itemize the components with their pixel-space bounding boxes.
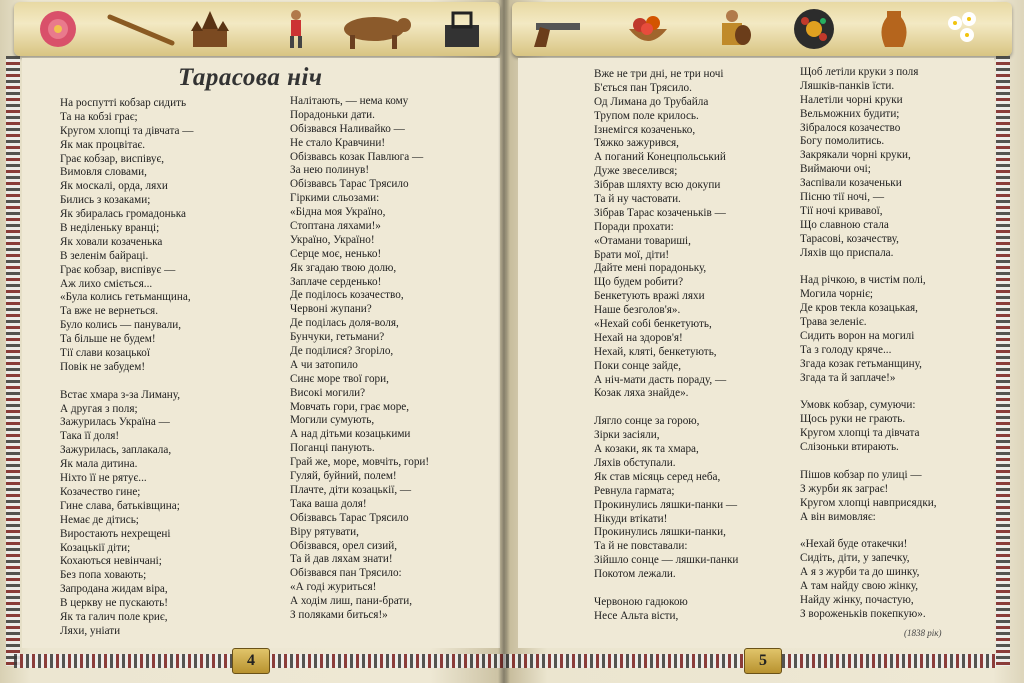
- poem-line: Де кров текла козацькая,: [800, 302, 918, 315]
- poem-line: Лягло сонце за горою,: [594, 415, 700, 428]
- poem-line: Гуляй, буйний, полем!: [290, 470, 397, 483]
- poem-line: Де поділось козачество,: [290, 289, 404, 302]
- poem-title: Тарасова ніч: [178, 64, 323, 91]
- poem-line: Заспівали козаченьки: [800, 177, 902, 190]
- poem-line: Віру рятувати,: [290, 525, 359, 538]
- poem-line: Бенкетують вражі ляхи: [594, 290, 705, 303]
- poem-line: Тії слави козацької: [60, 347, 150, 360]
- poem-line: Наше безголов'я».: [594, 304, 681, 317]
- poem-line: Обізвавсь козак Павлюга —: [290, 150, 424, 163]
- poem-line: Налітають, — нема кому: [290, 95, 409, 107]
- poem-line: На роспутті кобзар сидить: [60, 97, 187, 109]
- poem-line: «Була колись гетьманщина,: [60, 291, 191, 304]
- poem-line: А поганий Конецпольський: [594, 151, 726, 164]
- poem-line: Червоні жупани?: [290, 303, 372, 316]
- poem-line: Згада козак гетьманщину,: [800, 357, 922, 370]
- poem-line: Аж лихо сміється...: [60, 277, 153, 290]
- poem-line: Стоптана ляхами!»: [290, 220, 381, 233]
- painted-plate-icon: [790, 6, 838, 52]
- poem-line: Зажурилась, заплакала,: [60, 444, 172, 457]
- poem-line: Та й не повставали:: [594, 540, 688, 553]
- kobzar-icon: [708, 6, 756, 52]
- poem-line: Над річкою, в чистім полі,: [800, 274, 926, 287]
- poem-line: Що будем робити?: [594, 276, 684, 289]
- poem-line: [800, 260, 937, 274]
- poem-line: Грає кобзар, виспівує —: [60, 263, 176, 276]
- flute-icon: [106, 6, 176, 52]
- poem-line: Зажурилась Україна —: [60, 416, 170, 429]
- poem-line: В церкву не пускають!: [60, 597, 168, 610]
- jug-icon: [870, 6, 918, 52]
- poem-line: Ляхів що приспала.: [800, 246, 894, 259]
- poem-line: Вельможних будити;: [800, 107, 900, 120]
- poem-line: Од Лимана до Трубайла: [594, 95, 709, 108]
- poem-line: Трупом поле крилось.: [594, 109, 699, 122]
- poem-line: Порадоньки дати.: [290, 108, 375, 121]
- poem-line: Як та галич поле криє,: [60, 610, 168, 623]
- poem-line: [594, 582, 738, 596]
- poem-line: Пішов кобзар по улиці —: [800, 468, 922, 481]
- poem-line: Нехай на здоров'я!: [594, 331, 683, 344]
- dancer-icon: [272, 6, 320, 52]
- poem-line: Козак ляха знайде».: [594, 387, 689, 400]
- poem-line: Сидить ворон на могилі: [800, 329, 915, 342]
- poem-line: А другая з поля;: [60, 402, 138, 415]
- book-spine: [498, 0, 510, 683]
- rose-icon: [34, 6, 82, 52]
- left-page: [0, 0, 506, 683]
- poem-line: Та з голоду кряче...: [800, 343, 892, 356]
- poem-line: Зібрав шляхту всю докупи: [594, 179, 721, 192]
- poem-line: Високі могили?: [290, 386, 366, 399]
- year-note: (1838 рік): [904, 628, 942, 638]
- poem-line: З вороженьків покепкую».: [800, 607, 926, 620]
- poem-line: Козацькії діти;: [60, 541, 131, 554]
- poem-line: Червоною гадюкою: [594, 595, 688, 608]
- poem-line: Зійшло сонце — ляшки-панки: [594, 554, 739, 567]
- decor-scroll-right: [512, 2, 1012, 56]
- poem-line: Прокинулись ляшки-панки,: [594, 526, 726, 539]
- poem-column-2: [290, 95, 429, 623]
- ox-icon: [332, 6, 416, 52]
- poem-line: Найду жінку, почастую,: [800, 593, 914, 606]
- poem-line: Згада та й заплаче!»: [800, 371, 896, 384]
- poem-line: А козаки, як та хмара,: [594, 443, 699, 456]
- poem-line: Кохаються невінчані;: [60, 555, 162, 568]
- poem-line: Могили сумують,: [290, 414, 375, 427]
- poem-line: Як згадаю твою долю,: [290, 261, 397, 274]
- poem-line: Як мак процвітає.: [60, 138, 146, 151]
- poem-line: «Нехай буде отакечки!: [800, 538, 908, 551]
- poem-line: Повік не забудем!: [60, 360, 146, 373]
- poem-line: Виростають нехрещені: [60, 527, 171, 540]
- poem-line: Як став місяць серед неба,: [594, 470, 721, 483]
- page-number-left: 4: [232, 648, 270, 674]
- poem-line: А над дітьми козацькими: [290, 428, 411, 441]
- pistol-icon: [530, 6, 590, 52]
- ornament-border-right: [996, 56, 1010, 666]
- poem-line: Закрякали чорні круки,: [800, 149, 911, 162]
- poem-line: Зібралося козачество: [800, 121, 901, 134]
- poem-line: Налетіли чорні круки: [800, 93, 903, 106]
- poem-line: Як москалі, орда, ляхи: [60, 180, 168, 193]
- poem-line: Ізнемігся козаченько,: [594, 123, 696, 136]
- poem-line: А там найду свою жінку,: [800, 579, 919, 592]
- poem-line: Ляхів обступали.: [594, 456, 676, 469]
- poem-line: Виймаючи очі;: [800, 163, 871, 176]
- poem-line: Ляхи, уніати: [60, 624, 121, 637]
- poem-line: Зірки засіяли,: [594, 429, 660, 442]
- poem-line: Серце моє, ненько!: [290, 247, 382, 260]
- poem-line: Бились з козаками;: [60, 194, 151, 207]
- poem-line: Пісню тії ночі, —: [800, 191, 885, 204]
- poem-line: Ляшків-панків їсти.: [800, 79, 895, 92]
- poem-line: Обізвався Наливайко —: [290, 122, 405, 135]
- poem-line: Ніхто її не рятує...: [60, 472, 147, 485]
- poem-line: Заплаче серденько!: [290, 275, 382, 288]
- poem-line: «Отамани товариші,: [594, 234, 691, 247]
- poem-line: Як збиралась громадонька: [60, 208, 187, 221]
- poem-line: Нікуди втікати!: [594, 512, 668, 525]
- poem-line: Щоб летіли круки з поля: [800, 66, 919, 78]
- poem-line: А ходім лиш, пани-брати,: [290, 595, 413, 608]
- right-page: [506, 0, 1024, 683]
- poem-line: Несе Альта вісти,: [594, 609, 679, 622]
- poem-line: Тії ночі кривавої,: [800, 204, 883, 217]
- poem-line: Б'ється пан Трясило.: [594, 81, 692, 94]
- poem-line: Та більше не будем!: [60, 333, 156, 346]
- poem-line: З журби як заграє!: [800, 482, 889, 495]
- poem-line: «А годі журиться!: [290, 581, 377, 594]
- poem-line: Кругом хлопці та дівчата —: [60, 124, 194, 137]
- poem-line: «Нехай собі бенкетують,: [594, 318, 712, 331]
- poem-line: Без попа ховають;: [60, 569, 147, 582]
- poem-line: Ревнула гармата;: [594, 484, 675, 497]
- poem-line: Нехай, кляті, бенкетують,: [594, 345, 717, 358]
- poem-column-1: [60, 97, 193, 639]
- poem-line: Умовк кобзар, сумуючи:: [800, 399, 916, 412]
- poem-line: Синє море твої гори,: [290, 372, 389, 385]
- poem-line: Поради прохати:: [594, 220, 674, 233]
- poem-line: А я з журби та до шинку,: [800, 566, 920, 579]
- ornament-border-left: [6, 56, 20, 666]
- poem-line: З поляками биться!»: [290, 608, 388, 621]
- poem-line: Де поділися? Згоріло,: [290, 345, 394, 358]
- poem-line: Немає де дітись;: [60, 513, 139, 526]
- poem-line: Трава зеленіє.: [800, 316, 867, 329]
- poem-line: За нею полинув!: [290, 164, 370, 177]
- page-number-right: 5: [744, 648, 782, 674]
- poem-line: Дайте мені порадоньку,: [594, 262, 707, 275]
- poem-line: «Бідна моя Україно,: [290, 206, 386, 219]
- poem-line: А ніч-мати дасть пораду, —: [594, 373, 727, 386]
- poem-line: Грай же, море, мовчіть, гори!: [290, 456, 430, 469]
- poem-line: Як ховали козаченька: [60, 235, 163, 248]
- poem-line: Козачество гине;: [60, 485, 141, 498]
- poem-line: В зеленім байраці.: [60, 249, 149, 262]
- poem-line: Сидіть, діти, у запечку,: [800, 552, 910, 565]
- poem-line: Грає кобзар, виспівує,: [60, 152, 165, 165]
- poem-line: Обізвавсь Тарас Трясило: [290, 178, 409, 191]
- poem-line: Обізвався пан Трясило:: [290, 567, 402, 580]
- poem-line: Кругом хлопці та дівчата: [800, 427, 920, 440]
- poem-line: Бунчуки, гетьмани?: [290, 331, 385, 344]
- poem-line: Мовчать гори, грає море,: [290, 400, 410, 413]
- poem-line: Богу помолитись.: [800, 135, 885, 148]
- poem-line: Обізвавсь Тарас Трясило: [290, 511, 409, 524]
- poem-line: Тарасові, козачеству,: [800, 232, 899, 245]
- poem-line: Дуже звеселився;: [594, 165, 678, 178]
- poem-column-4: [800, 66, 937, 622]
- poem-line: Встає хмара з-за Лиману,: [60, 388, 181, 401]
- poem-line: Слізоньки втирають.: [800, 441, 899, 454]
- poem-line: А він вимовляє:: [800, 510, 876, 523]
- poem-line: Кругом хлопці навприсядки,: [800, 496, 937, 509]
- poem-line: Запродана жидам віра,: [60, 583, 168, 596]
- poem-line: [800, 455, 937, 469]
- poem-line: Могила чорніє;: [800, 288, 874, 301]
- poem-line: Що славною стала: [800, 218, 889, 231]
- flowers-icon: [940, 6, 988, 52]
- poem-line: Де поділась доля-воля,: [290, 317, 399, 330]
- church-icon: [186, 6, 234, 52]
- poem-line: Брати мої, діти!: [594, 248, 670, 261]
- poem-line: Та й ну частовати.: [594, 193, 681, 206]
- poem-line: Тяжко зажурився,: [594, 137, 679, 150]
- poem-line: Покотом лежали.: [594, 568, 676, 581]
- poem-line: [594, 401, 738, 415]
- poem-line: Та й дав ляхам знати!: [290, 553, 393, 566]
- poem-line: Щось руки не грають.: [800, 413, 906, 426]
- poem-line: [60, 375, 193, 389]
- poem-line: Поки сонце зайде,: [594, 359, 682, 372]
- poem-line: Така її доля!: [60, 430, 120, 443]
- poem-line: В неділеньку вранці;: [60, 222, 160, 235]
- poem-line: Як мала дитина.: [60, 458, 138, 471]
- iron-icon: [438, 6, 486, 52]
- poem-line: Не стало Кравчини!: [290, 136, 386, 149]
- poem-line: Вимовля словами,: [60, 166, 147, 179]
- poem-line: Було колись — панували,: [60, 319, 182, 332]
- poem-line: Прокинулись ляшки-панки —: [594, 498, 738, 511]
- poem-line: Гине слава, батьківщина;: [60, 499, 180, 512]
- poem-column-3: [594, 68, 738, 624]
- poem-line: Обізвався, орел сизий,: [290, 539, 397, 552]
- poem-line: Така ваша доля!: [290, 497, 367, 510]
- poem-line: Україно, Україно!: [290, 233, 375, 246]
- poem-line: Зібрав Тарас козаченьків —: [594, 206, 726, 219]
- poem-line: Та вже не вернеться.: [60, 305, 158, 318]
- poem-line: [800, 385, 937, 399]
- poem-line: Поганці панують.: [290, 442, 375, 455]
- fruit-basket-icon: [624, 6, 672, 52]
- decor-scroll-left: [14, 2, 500, 56]
- poem-line: А чи затопило: [290, 358, 358, 371]
- poem-line: Вже не три дні, не три ночі: [594, 68, 724, 80]
- poem-line: Гіркими сльозами:: [290, 192, 380, 205]
- poem-line: Та на кобзі грає;: [60, 110, 138, 123]
- poem-line: Плачте, діти козацькії, —: [290, 483, 412, 496]
- poem-line: [800, 524, 937, 538]
